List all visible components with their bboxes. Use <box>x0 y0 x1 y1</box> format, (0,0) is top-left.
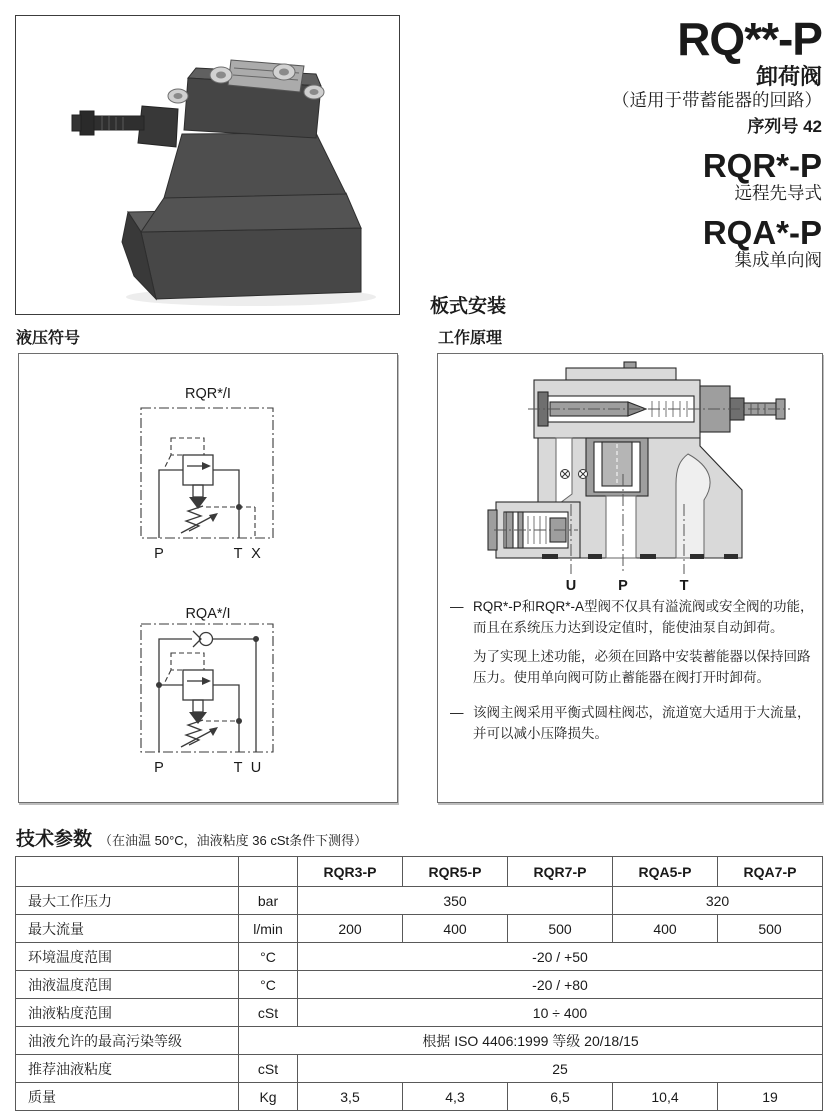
spec-value: 3,5 <box>298 1083 403 1111</box>
model-note: （适用于带蓄能器的回路） <box>612 90 822 110</box>
spec-label: 油液允许的最高污染等级 <box>16 1027 239 1055</box>
spec-value: 500 <box>718 915 823 943</box>
title-block <box>612 13 822 270</box>
spec-value: 10,4 <box>613 1083 718 1111</box>
spec-value: 根据 ISO 4406:1999 等级 20/18/15 <box>239 1027 823 1055</box>
pilot-line-loop <box>171 438 204 455</box>
hydraulic-symbols-panel <box>18 353 398 803</box>
table-row <box>16 915 823 943</box>
spec-value: 320 <box>613 887 823 915</box>
junction-dot <box>253 636 259 642</box>
variant2-desc: 集成单向阀 <box>734 250 822 270</box>
port-x-label: X <box>251 546 261 562</box>
principle-text: RQR*-P和RQR*-A型阀不仅具有溢流阀或安全阀的功能，而且在系统压力达到设定值时，能使油泵自动卸荷。 <box>473 599 814 635</box>
specs-heading <box>16 824 367 851</box>
spec-value: 350 <box>298 887 613 915</box>
valve-cross-section <box>438 354 822 594</box>
spec-value: 200 <box>298 915 403 943</box>
variant1-code: RQR*-P <box>702 146 822 184</box>
product-photo <box>15 15 400 315</box>
port-p-label: P <box>618 578 628 594</box>
spec-label: 推荐油液粘度 <box>16 1055 239 1083</box>
table-row <box>16 971 823 999</box>
symbol-rqa <box>141 606 273 776</box>
junction-dot <box>236 504 242 510</box>
spec-label: 环境温度范围 <box>16 943 239 971</box>
column-header: RQR7-P <box>508 857 613 887</box>
valve-square-icon <box>183 455 213 485</box>
principle-text: 该阀主阀采用平衡式圆柱阀芯，流道宽大适用于大流量，并可以减小压降损失。 <box>473 705 811 741</box>
valve-photo-illustration <box>16 16 399 314</box>
column-header: RQR5-P <box>403 857 508 887</box>
spec-unit: bar <box>239 887 298 915</box>
symbol-rqr <box>141 386 273 562</box>
pilot-line-loop <box>171 653 204 670</box>
spec-unit: cSt <box>239 999 298 1027</box>
model-code: RQ**-P <box>677 13 822 65</box>
spec-value: 500 <box>508 915 613 943</box>
spring-icon <box>186 506 203 531</box>
symbols-section-title: 液压符号 <box>16 330 81 347</box>
port-t-label: T <box>233 546 243 562</box>
table-row <box>16 1055 823 1083</box>
port-p-label: P <box>154 760 164 776</box>
specs-title: 技术参数 <box>16 829 93 850</box>
spec-value: 19 <box>718 1083 823 1111</box>
table-row <box>16 1083 823 1111</box>
spring-icon <box>186 720 203 745</box>
spec-unit: l/min <box>239 915 298 943</box>
spec-label: 油液温度范围 <box>16 971 239 999</box>
spec-value: 25 <box>298 1055 823 1083</box>
table-row <box>16 943 823 971</box>
spec-label: 最大流量 <box>16 915 239 943</box>
spec-unit: °C <box>239 943 298 971</box>
column-header: RQA7-P <box>718 857 823 887</box>
spec-label: 质量 <box>16 1083 239 1111</box>
adjustment-screw <box>72 106 178 147</box>
flow-arrow-icon <box>202 462 211 470</box>
port-t-label: T <box>679 578 689 594</box>
port-u-label: U <box>250 760 262 776</box>
diagram2-label: RQA*/I <box>185 606 231 622</box>
spec-value: -20 / +80 <box>298 971 823 999</box>
spec-value: 10 ÷ 400 <box>298 999 823 1027</box>
spec-unit: cSt <box>239 1055 298 1083</box>
variant1-desc: 远程先导式 <box>734 182 822 203</box>
working-principle-panel <box>437 353 823 803</box>
table-row <box>16 887 823 915</box>
diagram1-label: RQR*/I <box>185 386 231 402</box>
port-p-label: P <box>154 546 164 562</box>
principle-bullet <box>450 703 814 753</box>
spec-label: 油液粘度范围 <box>16 999 239 1027</box>
model-name: 卸荷阀 <box>755 64 822 89</box>
spec-unit: Kg <box>239 1083 298 1111</box>
check-valve-housing <box>488 502 580 558</box>
spec-value: 400 <box>613 915 718 943</box>
header-blank <box>16 857 239 887</box>
spec-unit: °C <box>239 971 298 999</box>
header-blank <box>239 857 298 887</box>
column-header: RQA5-P <box>613 857 718 887</box>
spec-value: 4,3 <box>403 1083 508 1111</box>
hydraulic-symbols-diagram <box>19 354 397 802</box>
mounting-type: 板式安装 <box>430 296 507 317</box>
column-header: RQR3-P <box>298 857 403 887</box>
spec-value: -20 / +50 <box>298 943 823 971</box>
series-number: 序列号 42 <box>747 116 822 136</box>
port-t-label: T <box>233 760 243 776</box>
spec-value: 400 <box>403 915 508 943</box>
port-u-label: U <box>565 578 577 594</box>
variant2-code: RQA*-P <box>702 214 822 251</box>
spec-value: 6,5 <box>508 1083 613 1111</box>
flow-arrow-icon <box>202 677 211 685</box>
table-row <box>16 999 823 1027</box>
spec-label: 最大工作压力 <box>16 887 239 915</box>
principle-notes <box>450 597 814 759</box>
principle-text: 为了实现上述功能，必须在回路中安装蓄能器以保持回路压力。使用单向阀可防止蓄能器在阀打开时卸荷。 <box>473 649 811 685</box>
principle-bullet <box>450 597 814 697</box>
bullet-dash: — <box>450 599 464 614</box>
principle-section-title: 工作原理 <box>438 330 503 347</box>
table-header-row <box>16 857 823 887</box>
specs-subtitle: （在油温 50°C，油液粘度 36 cSt条件下测得） <box>99 833 368 848</box>
valve-square-icon <box>183 670 213 700</box>
junction-dot <box>236 718 242 724</box>
specs-table <box>15 856 823 1111</box>
table-row <box>16 1027 823 1055</box>
bullet-dash: — <box>450 705 464 721</box>
